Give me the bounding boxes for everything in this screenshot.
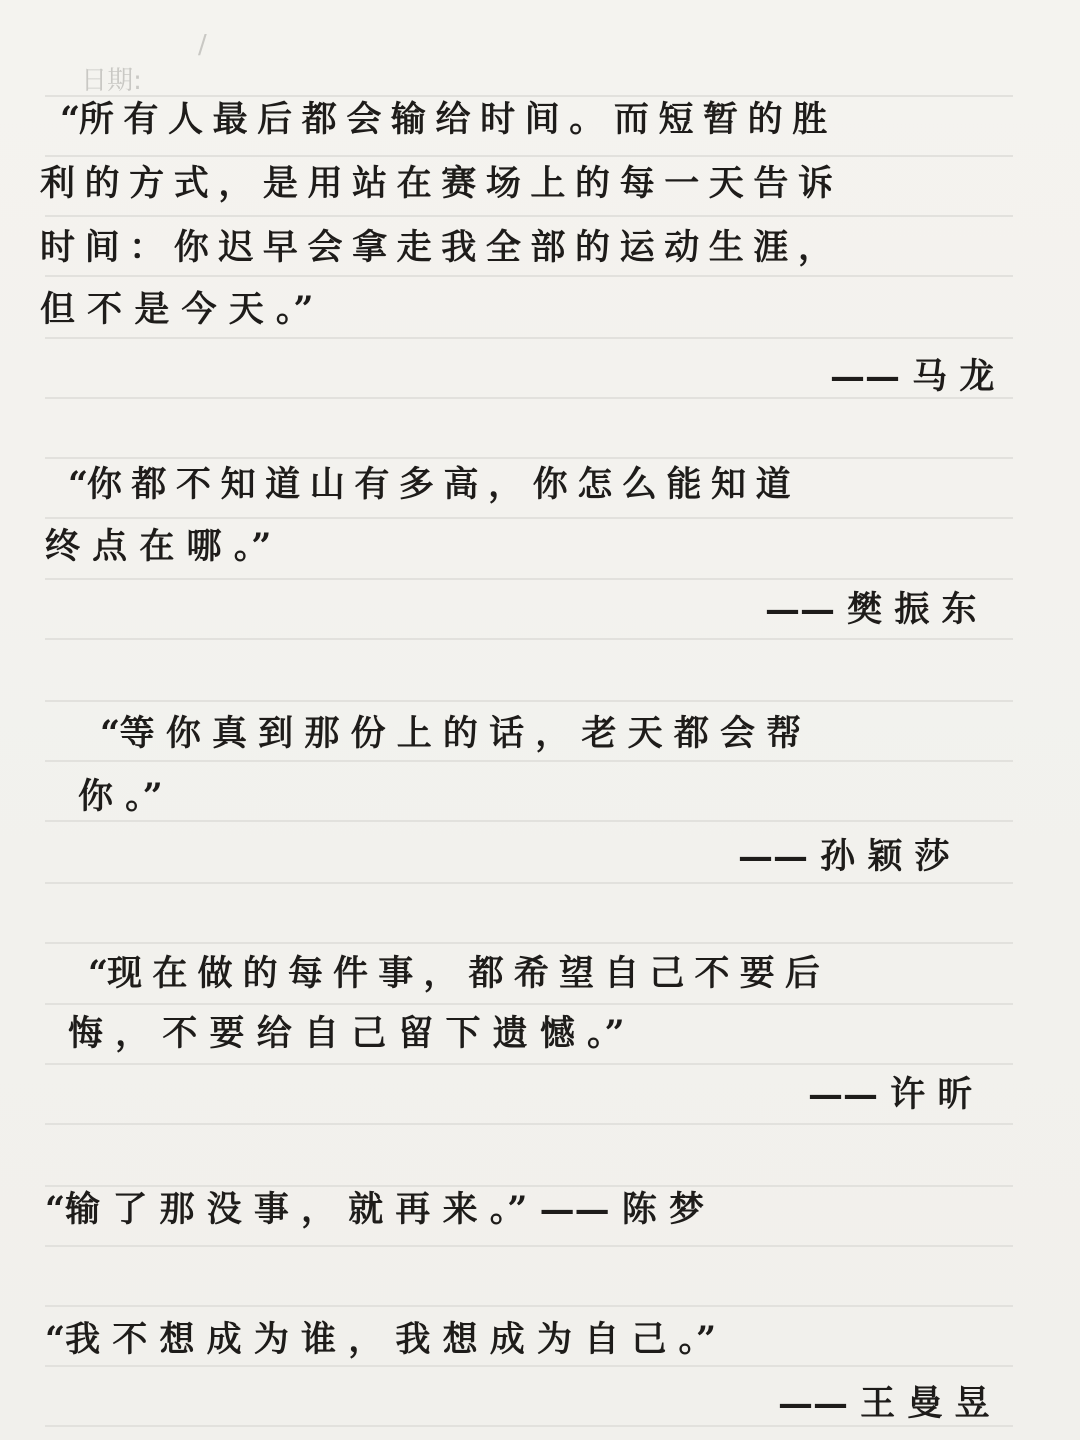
ruled-line bbox=[45, 882, 1013, 884]
ruled-line bbox=[45, 155, 1013, 157]
quote-1-line-2: 利 的 方 式 ， 是 用 站 在 赛 场 上 的 每 一 天 告 诉 bbox=[40, 163, 832, 204]
ruled-line bbox=[45, 1123, 1013, 1125]
quote-6-author: —— 王 曼 昱 bbox=[778, 1383, 990, 1424]
ruled-line bbox=[45, 942, 1013, 944]
ruled-line bbox=[45, 457, 1013, 459]
date-separator: / bbox=[198, 30, 207, 60]
quote-2-line-2: 终 点 在 哪 。” bbox=[45, 526, 272, 567]
ruled-line bbox=[45, 1063, 1013, 1065]
quote-1-line-3: 时 间 ： 你 迟 早 会 拿 走 我 全 部 的 运 动 生 涯 ， bbox=[40, 227, 832, 268]
quote-1-line-4: 但 不 是 今 天 。” bbox=[40, 289, 314, 330]
ruled-line bbox=[45, 1365, 1013, 1367]
quote-1-line-1: “所 有 人 最 后 都 会 输 给 时 间 。 而 短 暂 的 胜 bbox=[60, 99, 826, 140]
quote-3-line-1: “等 你 真 到 那 份 上 的 话 ， 老 天 都 会 帮 bbox=[100, 713, 801, 754]
ruled-line bbox=[45, 215, 1013, 217]
ruled-line bbox=[45, 1305, 1013, 1307]
quote-2-author: —— 樊 振 东 bbox=[765, 589, 977, 630]
quote-4-author: —— 许 昕 bbox=[808, 1074, 973, 1115]
ruled-line bbox=[45, 700, 1013, 702]
quote-5-line-1: “输 了 那 没 事 ， 就 再 来 。” —— 陈 梦 bbox=[45, 1189, 704, 1230]
ruled-line bbox=[45, 578, 1013, 580]
ruled-line bbox=[45, 820, 1013, 822]
ruled-line bbox=[45, 517, 1013, 519]
ruled-line bbox=[45, 1003, 1013, 1005]
ruled-line bbox=[45, 760, 1013, 762]
ruled-line bbox=[45, 1245, 1013, 1247]
quote-4-line-1: “现 在 做 的 每 件 事 ， 都 希 望 自 己 不 要 后 bbox=[88, 953, 819, 994]
ruled-line bbox=[45, 1185, 1013, 1187]
ruled-line bbox=[45, 638, 1013, 640]
quote-2-line-1: “你 都 不 知 道 山 有 多 高 ， 你 怎 么 能 知 道 bbox=[68, 464, 790, 505]
quote-6-line-1: “我 不 想 成 为 谁 ， 我 想 成 为 自 己 。” bbox=[45, 1319, 717, 1360]
quote-1-author: —— 马 龙 bbox=[830, 356, 995, 397]
quote-3-line-2: 你 。” bbox=[78, 776, 163, 817]
ruled-line bbox=[45, 337, 1013, 339]
quote-4-line-2: 悔 ， 不 要 给 自 己 留 下 遗 憾 。” bbox=[68, 1013, 625, 1054]
ruled-line bbox=[45, 275, 1013, 277]
ruled-line bbox=[45, 95, 1013, 97]
quote-3-author: —— 孙 颖 莎 bbox=[738, 836, 950, 877]
date-label: 日期: bbox=[81, 66, 142, 96]
